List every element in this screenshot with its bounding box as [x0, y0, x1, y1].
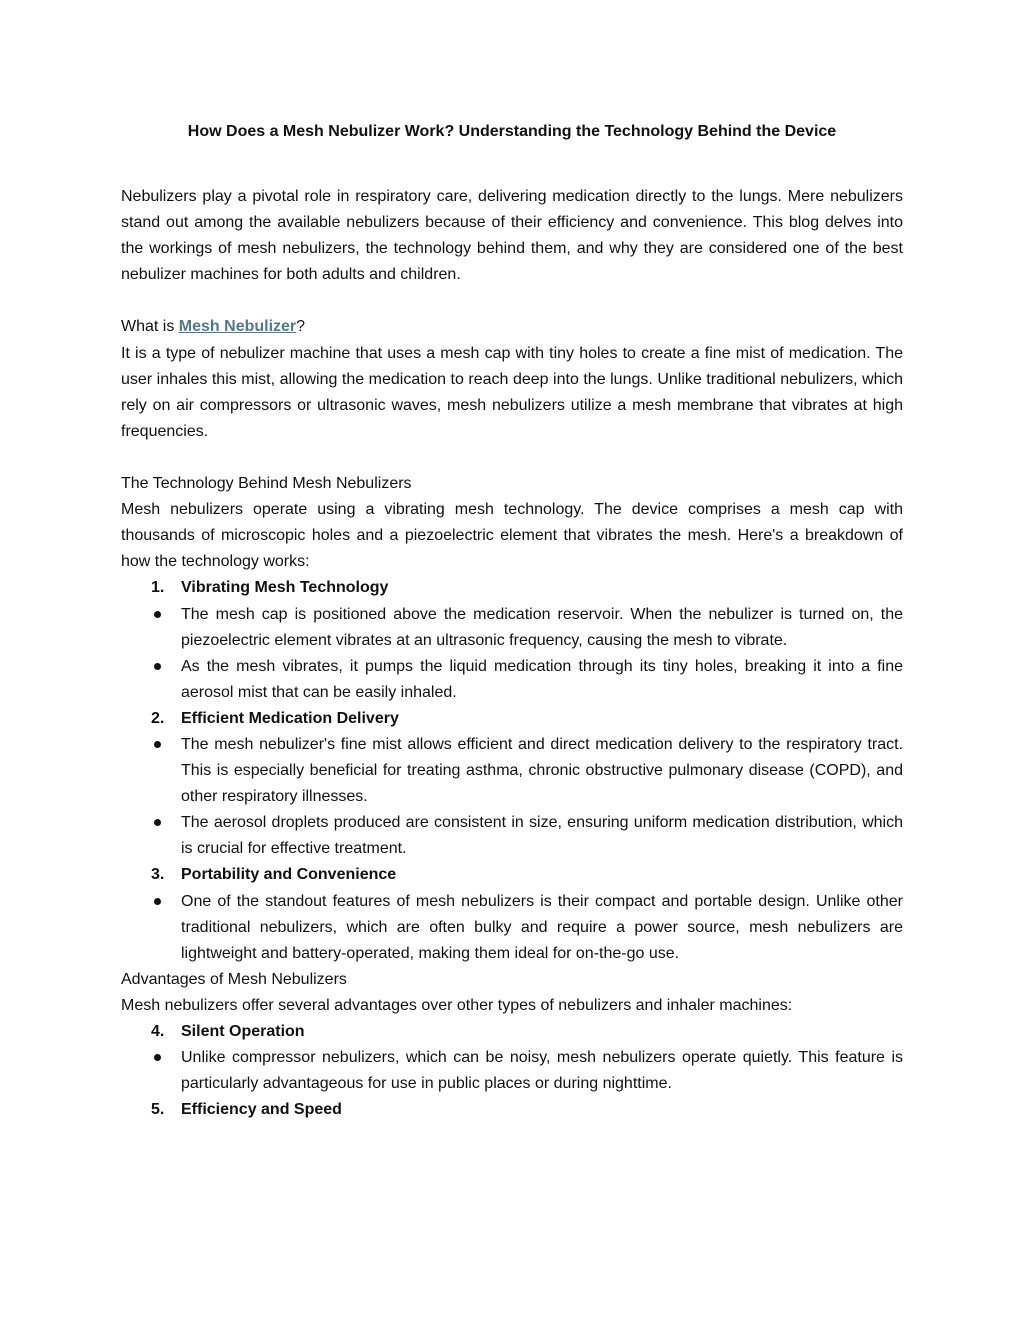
advantages-list	[121, 1019, 903, 1045]
bullet-list	[121, 1045, 903, 1097]
list-item-title: Vibrating Mesh Technology	[181, 579, 389, 597]
technology-list	[121, 706, 903, 732]
list-number: 5.	[151, 1101, 165, 1119]
technology-list	[121, 575, 903, 601]
list-item	[121, 862, 903, 888]
technology-paragraph: Mesh nebulizers operate using a vibrating mesh technology. The device comprises a mesh cap with thousands of microscopic holes and a piezoelectric element that vibrates the mesh. Here's a breakdown of how the technology works:	[121, 501, 903, 571]
list-item	[121, 1097, 903, 1123]
what-is-prefix: What is	[121, 318, 179, 336]
bullet-item: The mesh nebulizer's fine mist allows efficient and direct medication delivery to the respiratory tract. This is especially beneficial for treating asthma, chronic obstructive pulmonary disease (COPD), and other respiratory illnesses.	[121, 732, 903, 810]
list-item-title: Silent Operation	[181, 1023, 305, 1040]
intro-paragraph: Nebulizers play a pivotal role in respiratory care, delivering medication directly to the lungs. Mere nebulizers stand out among the available nebulizers because of their efficiency and convenience. This blog delves into the workings of mesh nebulizers, the technology behind them, and why they are considered one of the best nebulizer machines for both adults and children.	[121, 188, 903, 284]
advantages-list	[121, 1097, 903, 1123]
bullet-list	[121, 732, 903, 862]
technology-heading: The Technology Behind Mesh Nebulizers	[121, 475, 412, 493]
bullet-list	[121, 889, 903, 967]
paragraph-gap	[121, 445, 903, 471]
list-number: 4.	[151, 1023, 165, 1040]
document-body	[121, 184, 903, 1123]
bullet-item: As the mesh vibrates, it pumps the liquid medication through its tiny holes, breaking it into a fine aerosol mist that can be easily inhaled.	[121, 654, 903, 706]
what-is-heading	[121, 314, 903, 340]
what-is-paragraph: It is a type of nebulizer machine that uses a mesh cap with tiny holes to create a fine mist of medication. The user inhales this mist, allowing the medication to reach deep into the lungs. Unlike traditional nebulizers, which rely on air compressors or ultrasonic waves, mesh nebulizers utilize a mesh membrane that vibrates at high frequencies.	[121, 344, 903, 440]
advantages-heading: Advantages of Mesh Nebulizers	[121, 970, 347, 988]
list-item-title: Efficient Medication Delivery	[181, 709, 399, 727]
paragraph-gap	[121, 288, 903, 314]
list-item-title: Efficiency and Speed	[181, 1101, 342, 1119]
technology-list	[121, 862, 903, 888]
list-number: 3.	[151, 866, 165, 884]
document-title: How Does a Mesh Nebulizer Work? Understanding the Technology Behind the Device	[187, 123, 837, 140]
what-is-suffix: ?	[296, 318, 306, 336]
bullet-list	[121, 602, 903, 706]
list-item-title: Portability and Convenience	[181, 866, 397, 884]
mesh-nebulizer-link[interactable]: Mesh Nebulizer	[178, 318, 297, 336]
list-item	[121, 1019, 903, 1045]
list-number: 1.	[151, 579, 165, 597]
bullet-item: One of the standout features of mesh nebulizers is their compact and portable design. Unlike other traditional nebulizers, which are often bulky and require a power source, mesh nebulizers are lightweight and battery-operated, making them ideal for on-the-go use.	[121, 889, 903, 967]
advantages-paragraph: Mesh nebulizers offer several advantages over other types of nebulizers and inhaler machines:	[121, 996, 793, 1014]
bullet-item: Unlike compressor nebulizers, which can be noisy, mesh nebulizers operate quietly. This feature is particularly advantageous for use in public places or during nighttime.	[121, 1045, 903, 1097]
bullet-item: The aerosol droplets produced are consistent in size, ensuring uniform medication distribution, which is crucial for effective treatment.	[121, 810, 903, 862]
list-item	[121, 575, 903, 601]
list-number: 2.	[151, 709, 165, 727]
bullet-item: The mesh cap is positioned above the medication reservoir. When the nebulizer is turned on, the piezoelectric element vibrates at an ultrasonic frequency, causing the mesh to vibrate.	[121, 602, 903, 654]
list-item	[121, 706, 903, 732]
